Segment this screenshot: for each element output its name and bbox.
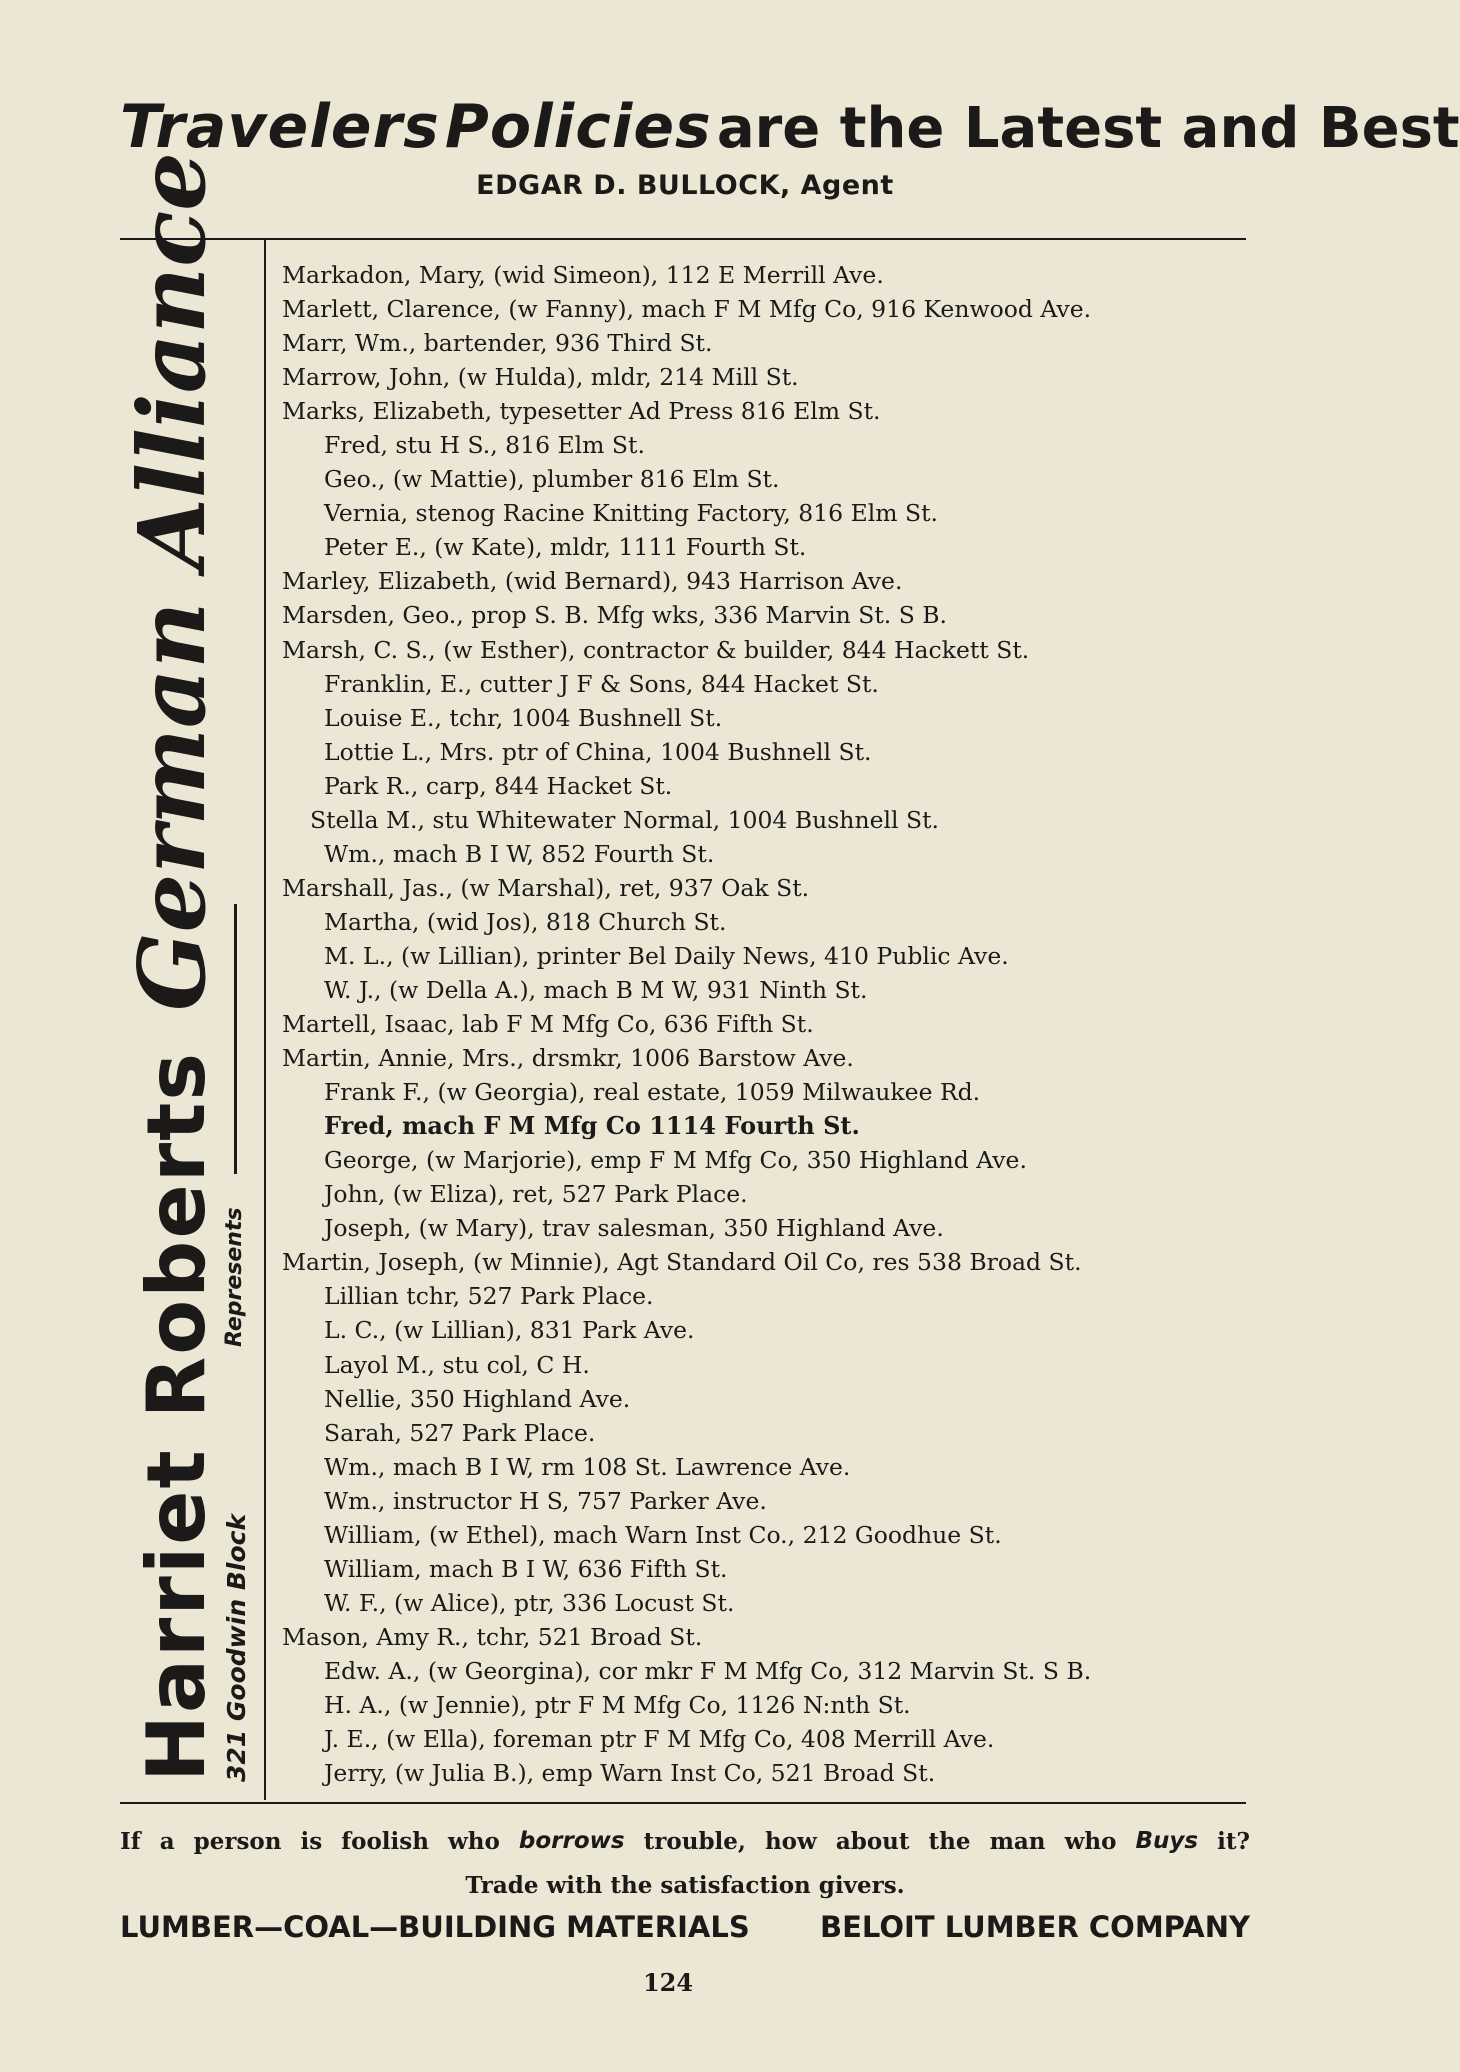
footer-slogan-word: If: [120, 1828, 141, 1855]
directory-subentry: William, mach B I W, 636 Fifth St.: [324, 1554, 728, 1583]
directory-subentry: Wm., instructor H S, 757 Parker Ave.: [324, 1486, 767, 1515]
header-headline: [120, 92, 1460, 162]
directory-entry: Martin, Annie, Mrs., drsmkr, 1006 Barstow Ave.: [282, 1044, 854, 1073]
footer-slogan-word: it?: [1217, 1828, 1250, 1855]
footer-slogan-word: a: [159, 1828, 175, 1855]
directory-subentry: Martha, (wid Jos), 818 Church St.: [324, 907, 727, 936]
footer-slogan-word: about: [835, 1828, 910, 1855]
directory-entry: Marsh, C. S., (w Esther), contractor & builder, 844 Hackett St.: [282, 635, 1030, 664]
header-headline-rest: are the Latest and Best: [716, 96, 1460, 161]
directory-entry: Martin, Joseph, (w Minnie), Agt Standard Oil Co, res 538 Broad St.: [282, 1248, 1082, 1277]
directory-subentry: Jerry, (w Julia B.), emp Warn Inst Co, 521 Broad St.: [324, 1759, 936, 1788]
directory-subentry: Lillian tchr, 527 Park Place.: [324, 1282, 654, 1311]
footer-slogan-word: is: [300, 1828, 323, 1855]
directory-subentry: Wm., mach B I W, rm 108 St. Lawrence Ave.: [324, 1452, 851, 1481]
directory-subentry: Louise E., tchr, 1004 Bushnell St.: [324, 703, 723, 732]
directory-entry: Marley, Elizabeth, (wid Bernard), 943 Harrison Ave.: [282, 567, 903, 596]
footer-tagline: Trade with the satisfaction givers.: [465, 1872, 905, 1899]
directory-subentry: H. A., (w Jennie), ptr F M Mfg Co, 1126 N:nth St.: [324, 1690, 911, 1719]
directory-subentry: Stella M., stu Whitewater Normal, 1004 Bushnell St.: [310, 805, 940, 834]
directory-subentry: Fred, stu H S., 816 Elm St.: [324, 431, 645, 460]
directory-entry: Marr, Wm., bartender, 936 Third St.: [282, 329, 713, 358]
directory-subentry: William, (w Ethel), mach Warn Inst Co., 212 Goodhue St.: [324, 1520, 1002, 1549]
side-ad-represents: Represents: [222, 1207, 247, 1347]
directory-subentry: Sarah, 527 Park Place.: [324, 1418, 596, 1447]
footer-products: LUMBER—COAL—BUILDING MATERIALS: [120, 1910, 750, 1944]
bottom-rule: [120, 1802, 1246, 1804]
directory-entry: Marsden, Geo., prop S. B. Mfg wks, 336 Marvin St. S B.: [282, 601, 948, 630]
header-word-policies: Policies: [444, 92, 712, 162]
directory-subentry: Franklin, E., cutter J F & Sons, 844 Hacket St.: [324, 669, 879, 698]
footer-slogan-word: how: [764, 1828, 817, 1855]
footer-slogan-word: trouble,: [643, 1828, 746, 1855]
directory-subentry: Edw. A., (w Georgina), cor mkr F M Mfg Co, 312 Marvin St. S B.: [324, 1656, 1092, 1685]
side-advertisement: [118, 152, 268, 1782]
footer-slogan-word: borrows: [518, 1828, 625, 1854]
side-ad-separator: [234, 904, 237, 1174]
side-ad-headline: [118, 152, 227, 1782]
footer-slogan-word: Buys: [1135, 1828, 1199, 1854]
footer-company: BELOIT LUMBER COMPANY: [820, 1910, 1250, 1944]
header-advertisement: [120, 92, 1460, 201]
directory-subentry: Vernia, stenog Racine Knitting Factory, 816 Elm St.: [324, 499, 939, 528]
directory-entry: Marshall, Jas., (w Marshal), ret, 937 Oak St.: [282, 873, 810, 902]
directory-subentry: L. C., (w Lillian), 831 Park Ave.: [324, 1316, 695, 1345]
page-number: 124: [642, 1968, 694, 1997]
directory-subentry: Park R., carp, 844 Hacket St.: [324, 771, 673, 800]
footer-slogan-word: man: [989, 1828, 1046, 1855]
directory-subentry: M. L., (w Lillian), printer Bel Daily News, 410 Public Ave.: [324, 941, 1009, 970]
directory-entry: Martell, Isaac, lab F M Mfg Co, 636 Fifth St.: [282, 1010, 814, 1039]
header-agent: EDGAR D. BULLOCK, Agent: [476, 170, 894, 201]
footer-slogan-word: who: [448, 1828, 500, 1855]
side-ad-address: 321 Goodwin Block: [222, 1513, 251, 1782]
directory-subentry: George, (w Marjorie), emp F M Mfg Co, 350 Highland Ave.: [324, 1146, 1027, 1175]
footer-slogan: [120, 1828, 1250, 1855]
side-ad-company: German Alliance: [118, 152, 226, 1011]
directory-subentry: Wm., mach B I W, 852 Fourth St.: [324, 839, 715, 868]
footer-slogan-word: foolish: [341, 1828, 429, 1855]
directory-entry: Markadon, Mary, (wid Simeon), 112 E Merrill Ave.: [282, 261, 884, 289]
footer-slogan-word: the: [928, 1828, 971, 1855]
directory-subentry: Layol M., stu col, C H.: [324, 1350, 590, 1379]
directory-subentry: Peter E., (w Kate), mldr, 1111 Fourth St.: [324, 533, 807, 562]
footer-advertisement: [120, 1910, 1250, 1944]
directory-subentry: Joseph, (w Mary), trav salesman, 350 Highland Ave.: [324, 1214, 944, 1243]
directory-subentry: Frank F., (w Georgia), real estate, 1059 Milwaukee Rd.: [324, 1078, 981, 1107]
header-word-travelers: Travelers: [120, 92, 440, 162]
directory-subentry: W. F., (w Alice), ptr, 336 Locust St.: [324, 1588, 735, 1617]
top-rule: [120, 238, 1246, 240]
directory-subentry: W. J., (w Della A.), mach B M W, 931 Ninth St.: [324, 975, 868, 1004]
side-ad-name: Harriet Roberts: [130, 1050, 223, 1782]
directory-entry: Marrow, John, (w Hulda), mldr, 214 Mill St.: [282, 363, 799, 392]
directory-subentry: Nellie, 350 Highland Ave.: [324, 1384, 631, 1413]
directory-entry: Mason, Amy R., tchr, 521 Broad St.: [282, 1622, 703, 1651]
footer-slogan-word: person: [193, 1828, 282, 1855]
directory-subentry: Geo., (w Mattie), plumber 816 Elm St.: [324, 465, 780, 494]
footer-slogan-word: who: [1064, 1828, 1117, 1855]
directory-entry: Marks, Elizabeth, typesetter Ad Press 816 Elm St.: [282, 397, 881, 426]
directory-listing: [282, 258, 1262, 1790]
directory-subentry: Lottie L., Mrs. ptr of China, 1004 Bushnell St.: [324, 737, 872, 766]
directory-subentry: John, (w Eliza), ret, 527 Park Place.: [324, 1180, 748, 1209]
directory-subentry: J. E., (w Ella), foreman ptr F M Mfg Co, 408 Merrill Ave.: [324, 1725, 995, 1754]
directory-entry: Marlett, Clarence, (w Fanny), mach F M Mfg Co, 916 Kenwood Ave.: [282, 295, 1092, 324]
directory-subentry: Fred, mach F M Mfg Co 1114 Fourth St.: [324, 1111, 860, 1141]
